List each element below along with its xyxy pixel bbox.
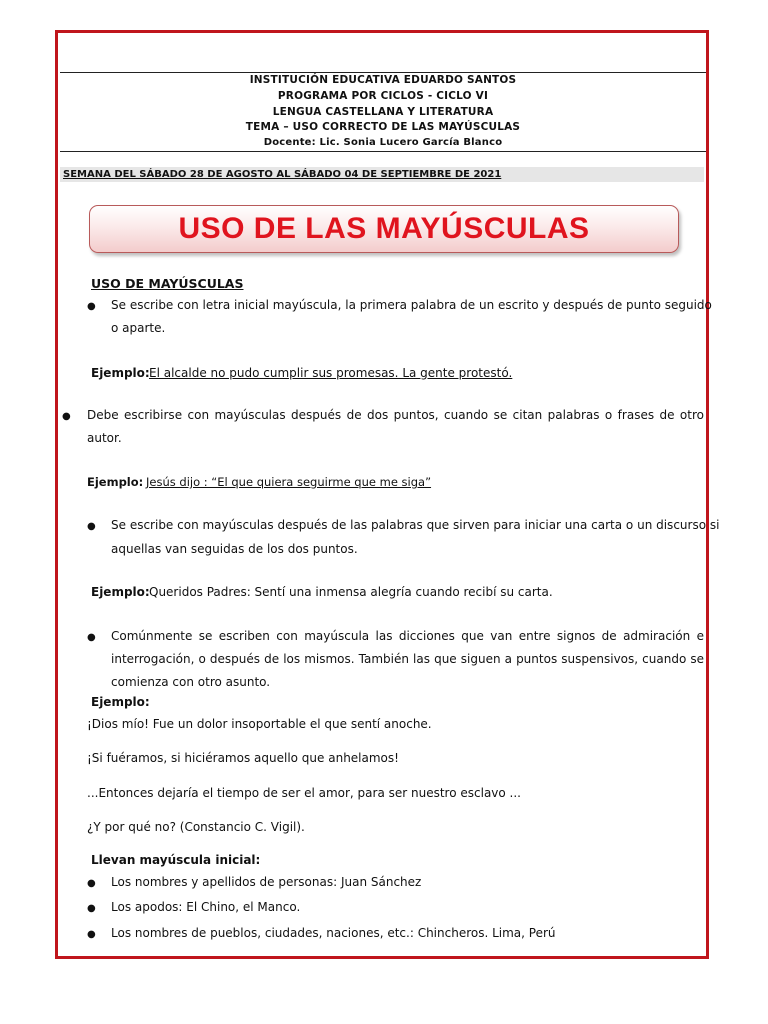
program-line: PROGRAMA POR CICLOS - CICLO VI	[277, 90, 489, 102]
example4-line: ...Entonces dejaría el tiempo de ser el amor, para ser nuestro esclavo ...	[87, 786, 521, 800]
institution-header	[60, 72, 706, 152]
rule4-line2: interrogación, o después de los mismos. También las que siguen a puntos suspensivos, cuando se	[111, 652, 704, 666]
topic-line: TEMA – USO CORRECTO DE LAS MAYÚSCULAS	[245, 121, 521, 133]
rule4-line3: comienza con otro asunto.	[111, 675, 271, 689]
example3-text: Queridos Padres: Sentí una inmensa alegría cuando recibí su carta.	[149, 585, 553, 599]
institution-name: INSTITUCIÓN EDUCATIVA EDUARDO SANTOS	[249, 74, 517, 86]
capital-item: Los nombres de pueblos, ciudades, naciones, etc.: Chincheros. Lima, Perú	[111, 926, 556, 940]
teacher-line: Docente: Lic. Sonia Lucero García Blanco	[263, 137, 503, 148]
rule1-line2: o aparte.	[111, 321, 166, 335]
capital-item: Los apodos: El Chino, el Manco.	[111, 900, 301, 914]
bullet-icon: ●	[62, 411, 71, 422]
example4-line: ¡Dios mío! Fue un dolor insoportable el que sentí anoche.	[87, 717, 432, 731]
banner-title: USO DE LAS MAYÚSCULAS	[178, 212, 590, 245]
rule4-line1: Comúnmente se escriben con mayúscula las dicciones que van entre signos de admiración e	[111, 629, 704, 643]
capital-item: Los nombres y apellidos de personas: Juan Sánchez	[111, 875, 422, 889]
bullet-icon: ●	[87, 929, 96, 940]
example1-label: Ejemplo:	[91, 366, 150, 380]
rule2-line2: autor.	[87, 431, 122, 445]
bullet-icon: ●	[87, 301, 96, 312]
bullet-icon: ●	[87, 878, 96, 889]
bullet-icon: ●	[87, 632, 96, 643]
example4-line: ¡Si fuéramos, si hiciéramos aquello que anhelamos!	[87, 751, 399, 765]
section-title: USO DE MAYÚSCULAS	[91, 276, 244, 291]
bullet-icon: ●	[87, 903, 96, 914]
example2-label: Ejemplo:	[87, 475, 144, 489]
title-banner	[89, 205, 679, 253]
bullet-icon: ●	[87, 521, 96, 532]
rule1-line1: Se escribe con letra inicial mayúscula, la primera palabra de un escrito y después de punto seguido	[111, 298, 712, 312]
example4-line: ¿Y por qué no? (Constancio C. Vigil).	[87, 820, 305, 834]
example1-text: El alcalde no pudo cumplir sus promesas. La gente protestó.	[149, 366, 513, 380]
example4-label: Ejemplo:	[91, 695, 150, 709]
week-bar	[60, 167, 704, 182]
subject-line: LENGUA CASTELLANA Y LITERATURA	[272, 106, 494, 118]
week-text: SEMANA DEL SÁBADO 28 DE AGOSTO AL SÁBADO 04 DE SEPTIEMBRE DE 2021	[63, 169, 502, 180]
rule2-line1: Debe escribirse con mayúsculas después de dos puntos, cuando se citan palabras o frases de otro	[87, 408, 704, 422]
example3-label: Ejemplo:	[91, 585, 150, 599]
capital-title: Llevan mayúscula inicial:	[91, 853, 261, 867]
rule3-line1: Se escribe con mayúsculas después de las palabras que sirven para iniciar una carta o un discurso si	[111, 518, 720, 532]
example2-text: Jesús dijo : “El que quiera seguirme que me siga”	[146, 475, 432, 489]
rule3-line2: aquellas van seguidas de los dos puntos.	[111, 542, 358, 556]
